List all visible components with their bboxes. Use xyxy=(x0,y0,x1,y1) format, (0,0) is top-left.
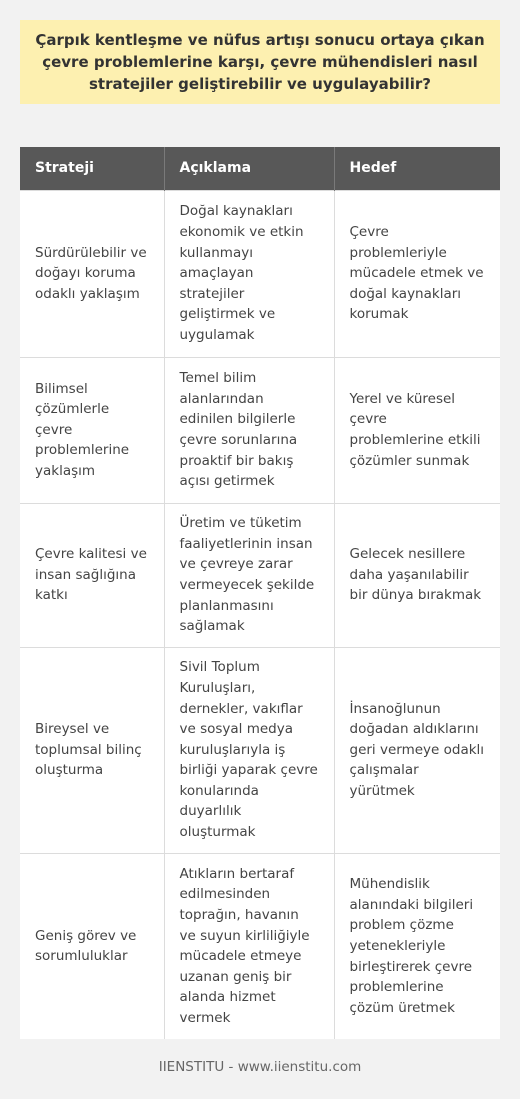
cell-aciklama: Atıkların bertaraf edilmesinden toprağın, havanın ve suyun kirliliğiyle mücadele etmeye uzanan geniş bir alanda hizmet vermek xyxy=(164,853,334,1039)
cell-strateji: Sürdürülebilir ve doğayı koruma odaklı yaklaşım xyxy=(20,190,164,357)
strategy-table xyxy=(20,147,500,1039)
cell-strateji: Çevre kalitesi ve insan sağlığına katkı xyxy=(20,503,164,647)
table-row xyxy=(20,190,500,357)
column-header-aciklama: Açıklama xyxy=(164,147,334,190)
table-row xyxy=(20,647,500,853)
table-row xyxy=(20,357,500,503)
page-title: Çarpık kentleşme ve nüfus artışı sonucu ortaya çıkan çevre problemlerine karşı, çevre mühendisleri nasıl stratejiler geliştirebilir ve uygulayabilir? xyxy=(35,31,485,93)
column-header-hedef: Hedef xyxy=(334,147,500,190)
title-banner xyxy=(20,20,500,104)
cell-strateji: Bireysel ve toplumsal bilinç oluşturma xyxy=(20,647,164,853)
cell-aciklama: Temel bilim alanlarından edinilen bilgilerle çevre sorunlarına proaktif bir bakış açısı getirmek xyxy=(164,357,334,503)
cell-strateji: Geniş görev ve sorumluluklar xyxy=(20,853,164,1039)
cell-hedef: Çevre problemleriyle mücadele etmek ve doğal kaynakları korumak xyxy=(334,190,500,357)
cell-aciklama: Doğal kaynakları ekonomik ve etkin kullanmayı amaçlayan stratejiler geliştirmek ve uygulamak xyxy=(164,190,334,357)
cell-hedef: Gelecek nesillere daha yaşanılabilir bir dünya bırakmak xyxy=(334,503,500,647)
table-row xyxy=(20,853,500,1039)
footer-watermark: IIENSTITU - www.iienstitu.com xyxy=(158,1059,362,1075)
cell-hedef: İnsanoğlunun doğadan aldıklarını geri vermeye odaklı çalışmalar yürütmek xyxy=(334,647,500,853)
cell-hedef: Mühendislik alanındaki bilgileri problem çözme yetenekleriyle birleştirerek çevre problemlerine çözüm üretmek xyxy=(334,853,500,1039)
table-row xyxy=(20,503,500,647)
table-header-row xyxy=(20,147,500,190)
cell-hedef: Yerel ve küresel çevre problemlerine etkili çözümler sunmak xyxy=(334,357,500,503)
cell-aciklama: Sivil Toplum Kuruluşları, dernekler, vakıflar ve sosyal medya kuruluşlarıyla iş birliği yaparak çevre konularında duyarlılık oluşturmak xyxy=(164,647,334,853)
cell-strateji: Bilimsel çözümlerle çevre problemlerine yaklaşım xyxy=(20,357,164,503)
column-header-strateji: Strateji xyxy=(20,147,164,190)
cell-aciklama: Üretim ve tüketim faaliyetlerinin insan ve çevreye zarar vermeyecek şekilde planlanmasını sağlamak xyxy=(164,503,334,647)
